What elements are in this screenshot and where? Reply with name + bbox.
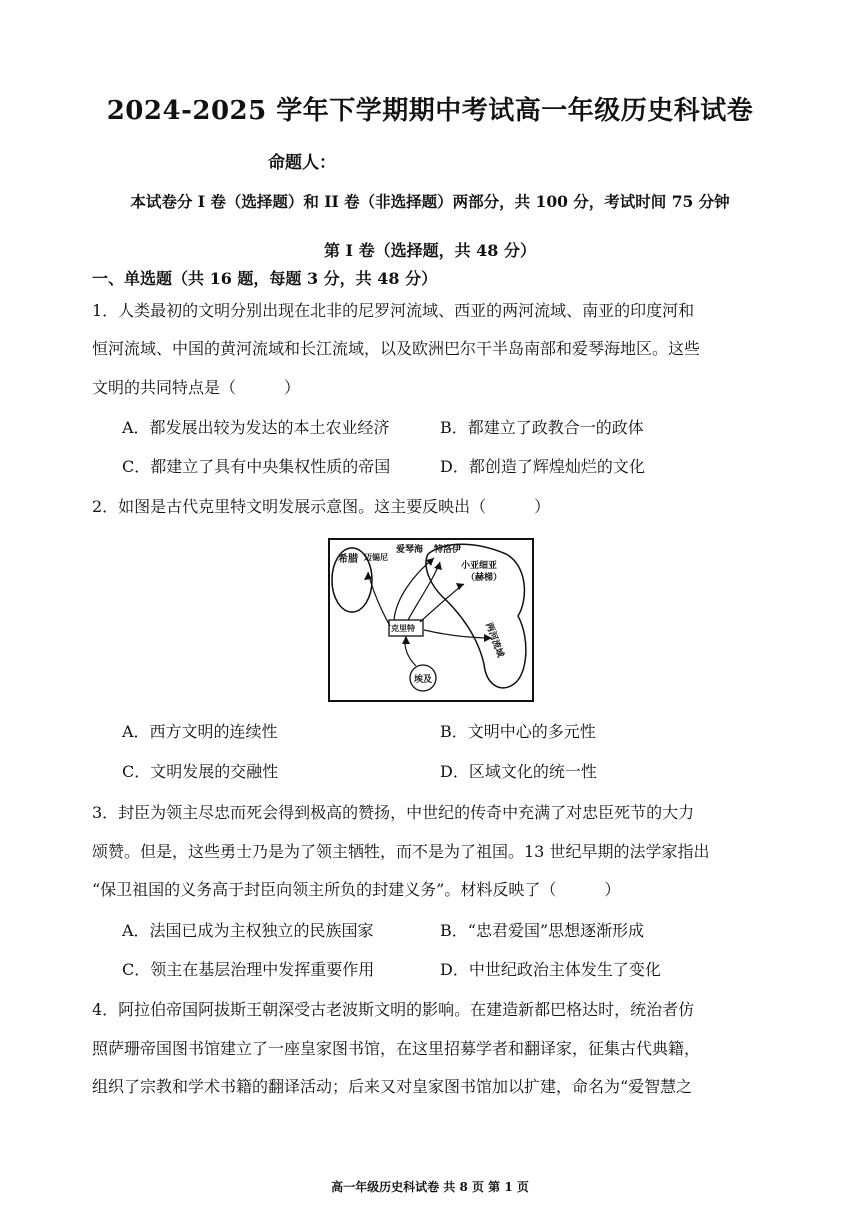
exam-intro: 本试卷分 I 卷（选择题）和 II 卷（非选择题）两部分，共 100 分，考试时间 75 分钟 — [130, 192, 730, 211]
question-2-option-a[interactable]: A．西方文明的连续性 — [122, 722, 278, 741]
question-2-option-c[interactable]: C．文明发展的交融性 — [122, 762, 279, 781]
map-label-crete: 克里特 — [391, 623, 415, 633]
map-label-mycenae: 迈锡尼 — [364, 552, 388, 562]
question-4-line-3: 组织了宗教和学术书籍的翻译活动；后来又对皇家图书馆加以扩建，命名为“爱智慧之 — [92, 1077, 693, 1096]
crete-civilization-map — [328, 538, 534, 702]
question-4-line-1: 4．阿拉伯帝国阿拔斯王朝深受古老波斯文明的影响。在建造新都巴格达时，统治者仿 — [92, 1000, 695, 1019]
question-3-option-d[interactable]: D．中世纪政治主体发生了变化 — [440, 960, 661, 979]
question-1-option-c[interactable]: C．都建立了具有中央集权性质的帝国 — [122, 457, 391, 476]
section-heading: 一、单选题（共 16 题，每题 3 分，共 48 分） — [92, 269, 438, 288]
author-label: 命题人： — [268, 153, 336, 173]
question-1-line-3: 文明的共同特点是（ ） — [92, 378, 301, 397]
map-label-aegean: 爱琴海 — [396, 545, 424, 555]
question-3-line-3: “保卫祖国的义务高于封臣向领主所负的封建义务”。材料反映了（ ） — [92, 880, 621, 899]
map-label-asia-minor: 小亚细亚 — [461, 561, 498, 571]
question-1-option-a[interactable]: A．都发展出较为发达的本土农业经济 — [122, 418, 390, 437]
question-3-line-2: 颂赞。但是，这些勇士乃是为了领主牺牲，而不是为了祖国。13 世纪早期的法学家指出 — [92, 842, 710, 861]
question-1-option-d[interactable]: D．都创造了辉煌灿烂的文化 — [440, 457, 645, 476]
map-label-mesopotamia: 两河流域 — [483, 621, 505, 659]
page-footer: 高一年级历史科试卷 共 8 页 第 1 页 — [331, 1180, 529, 1194]
question-2-option-b[interactable]: B．文明中心的多元性 — [440, 722, 596, 741]
question-1-line-2: 恒河流域、中国的黄河流域和长江流域，以及欧洲巴尔干半岛南部和爱琴海地区。这些 — [92, 339, 701, 358]
question-1-option-b[interactable]: B．都建立了政教合一的政体 — [440, 418, 644, 437]
question-2-option-d[interactable]: D．区域文化的统一性 — [440, 762, 597, 781]
part-heading: 第 I 卷（选择题，共 48 分） — [323, 241, 537, 260]
question-3-option-c[interactable]: C．领主在基层治理中发挥重要作用 — [122, 960, 375, 979]
question-2-line-1: 2．如图是古代克里特文明发展示意图。这主要反映出（ ） — [92, 497, 551, 516]
exam-title: 2024-2025 学年下学期期中考试高一年级历史科试卷 — [106, 96, 754, 126]
question-3-option-b[interactable]: B．“忠君爱国”思想逐渐形成 — [440, 921, 645, 940]
map-label-hittite: （赫梯） — [466, 573, 503, 583]
question-1-line-1: 1．人类最初的文明分别出现在北非的尼罗河流域、西亚的两河流域、南亚的印度河和 — [92, 301, 695, 320]
question-3-line-1: 3．封臣为领主尽忠而死会得到极高的赞扬，中世纪的传奇中充满了对忠臣死节的大力 — [92, 803, 695, 822]
map-label-egypt: 埃及 — [414, 675, 433, 685]
question-3-option-a[interactable]: A．法国已成为主权独立的民族国家 — [122, 921, 374, 940]
map-label-troy: 特洛伊 — [434, 545, 462, 555]
map-label-greece: 希腊 — [338, 554, 358, 565]
question-4-line-2: 照萨珊帝国图书馆建立了一座皇家图书馆，在这里招募学者和翻译家，征集古代典籍， — [92, 1039, 701, 1058]
